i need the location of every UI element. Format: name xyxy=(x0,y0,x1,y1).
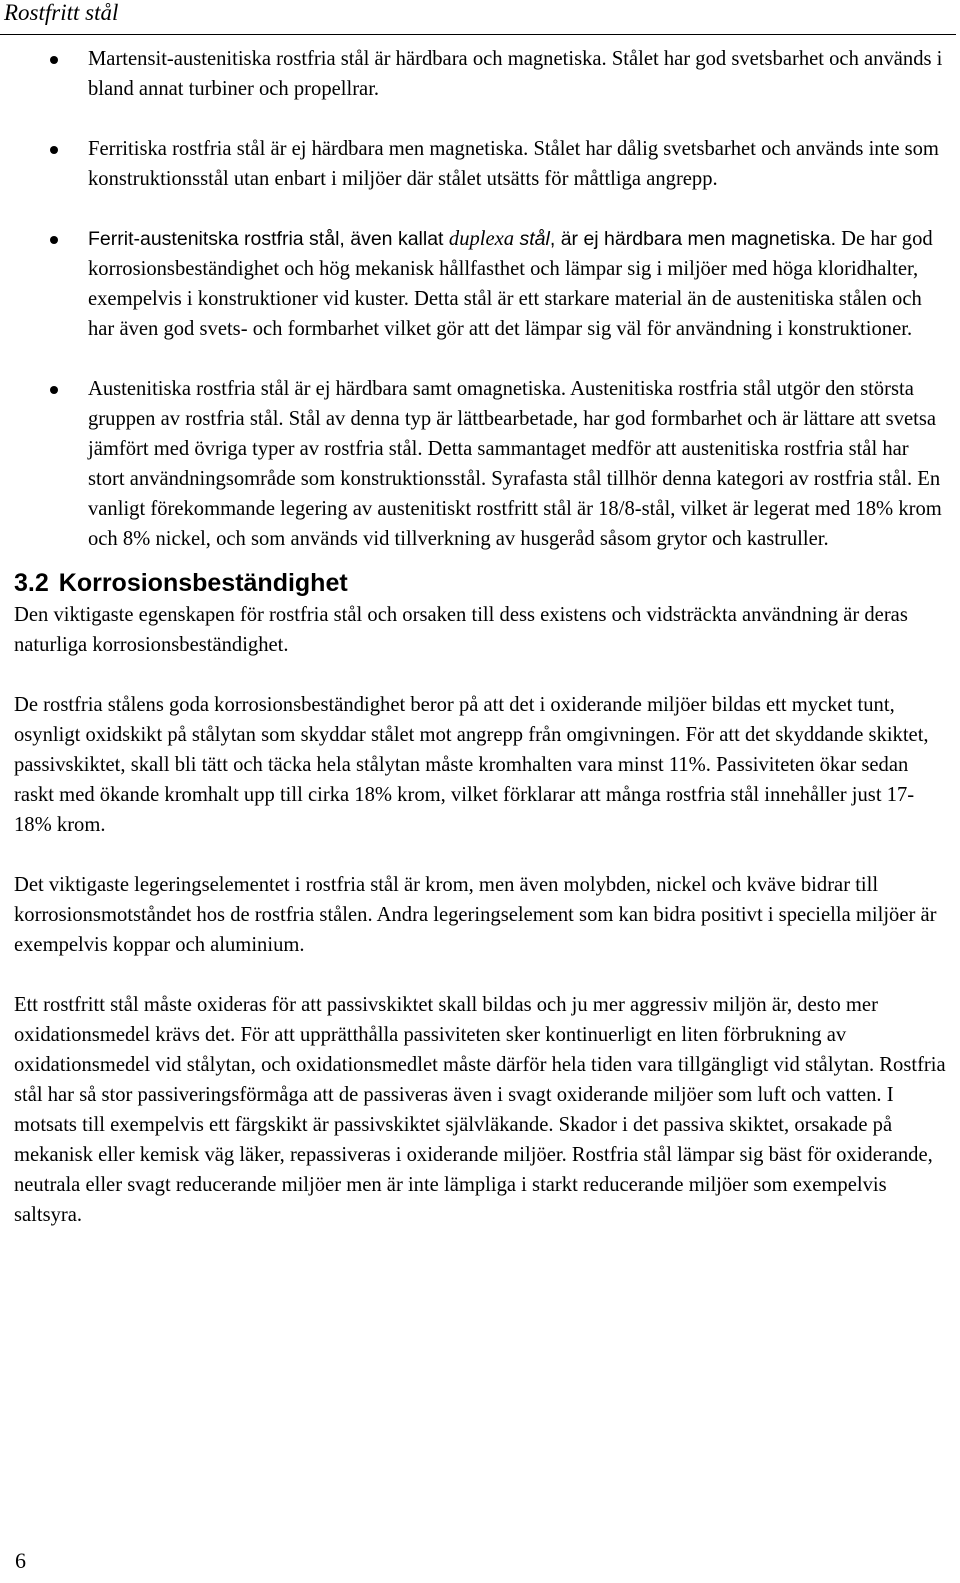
list-item xyxy=(14,44,946,104)
list-item-text: Ferritiska rostfria stål är ej härdbara men magnetiska. Stålet har dålig svetsbarhet och används inte som konstruktionsstål utan enbart i miljöer där stålet utsätts för måttliga angrepp. xyxy=(88,138,939,190)
list-item-text-lead: Ferrit-austenitska rostfria stål, även kallat xyxy=(88,228,449,250)
bullet-icon xyxy=(50,236,58,244)
page-body xyxy=(14,44,946,1260)
page-number: 6 xyxy=(15,1548,26,1573)
page-header xyxy=(0,0,956,35)
section-number: 3.2 xyxy=(14,569,49,597)
list-item-text: Austenitiska rostfria stål är ej härdbara samt omagnetiska. Austenitiska rostfria stål utgör den största gruppen av rostfria stål. Stål av denna typ är lättbearbetade, har god formbarhet och är lättare att svetsa jämfört med övriga typer av rostfria stål. Detta sammantaget medför att austenitiska rostfria stål har stort användningsområde som konstruktionsstål. Syrafasta stål tillhör denna kategori av rostfria stål. En vanligt förekommande legering av austenitiskt rostfritt stål är 18/8-stål, vilket är legerat med 18% krom och 8% nickel, och som används vid tillverkning av husgeråd såsom grytor och kastruller. xyxy=(88,378,942,550)
body-paragraph: De rostfria stålens goda korrosionsbeständighet beror på att det i oxiderande miljöer bildas ett mycket tunt, osynligt oxidskikt på stålytan som skyddar stålet mot angrepp från omgivningen. För att det skyddande skiktet, passivskiktet, skall bli tätt och täcka hela stålytan måste kromhalten vara minst 11%. Passiviteten ökar sedan raskt med ökande kromhalt upp till cirka 18% krom, vilket förklarar att många rostfria stål innehåller just 17-18% krom. xyxy=(14,694,929,836)
body-paragraph: Det viktigaste legeringselementet i rostfria stål är krom, men även molybden, nickel och kväve bidrar till korrosionsmotståndet hos de rostfria stålen. Andra legeringselement som kan bidra positivt i speciella miljöer är exempelvis koppar och aluminium. xyxy=(14,874,937,956)
bullet-icon xyxy=(50,56,58,64)
running-title: Rostfritt stål xyxy=(4,0,119,25)
list-item xyxy=(14,134,946,194)
list-item-text-mid: , är ej härdbara men magnetiska. xyxy=(549,228,837,250)
bullet-icon xyxy=(50,386,58,394)
list-item xyxy=(14,224,946,344)
section-title: Korrosionsbeständighet xyxy=(58,569,348,597)
body-paragraph: Den viktigaste egenskapen för rostfria stål och orsaken till dess existens och vidsträckta användning är deras naturliga korrosionsbeständighet. xyxy=(14,604,908,656)
list-item-text: Martensit-austenitiska rostfria stål är härdbara och magnetiska. Stålet har god svetsbarhet och används i bland annat turbiner och propellrar. xyxy=(88,48,943,100)
steel-types-list xyxy=(14,44,946,554)
list-item xyxy=(14,374,946,554)
section-heading xyxy=(14,564,946,600)
bullet-icon xyxy=(50,146,58,154)
body-paragraph: Ett rostfritt stål måste oxideras för att passivskiktet skall bildas och ju mer aggressiv miljön är, desto mer oxidationsmedel krävs det. För att upprätthålla passiviteten sker kontinuerligt en liten förbrukning av oxidationsmedel vid stålytan, och oxidationsmedlet måste därför hela tiden vara tillgängligt vid stålytan. Rostfria stål har så stor passiveringsförmåga att de passiveras även i svagt oxiderande miljöer som luft och vatten. I motsats till exempelvis ett färgskikt är passivskiktet självläkande. Skador i det passiva skiktet, orsakade på mekanisk eller kemisk väg läker, repassiveras i oxiderande miljöer. Rostfria stål lämpar sig bäst för oxiderande, neutrala eller svagt reducerande miljöer men är inte lämpliga i starkt reducerande miljöer som exempelvis saltsyra. xyxy=(14,994,946,1226)
italic-term-duplexa: duplexa xyxy=(448,228,515,250)
italic-term-stal: stål xyxy=(514,228,550,250)
list-item-text-rest: De har god korrosionsbeständighet och hög mekanisk hållfasthet och lämpar sig i miljöer med höga kloridhalter, exempelvis i konstruktioner vid kuster. Detta stål är ett starkare material än de austenitiska stålen och har även god svets- och formbarhet vilket gör att det lämpar sig väl för användning i konstruktioner. xyxy=(88,228,933,340)
